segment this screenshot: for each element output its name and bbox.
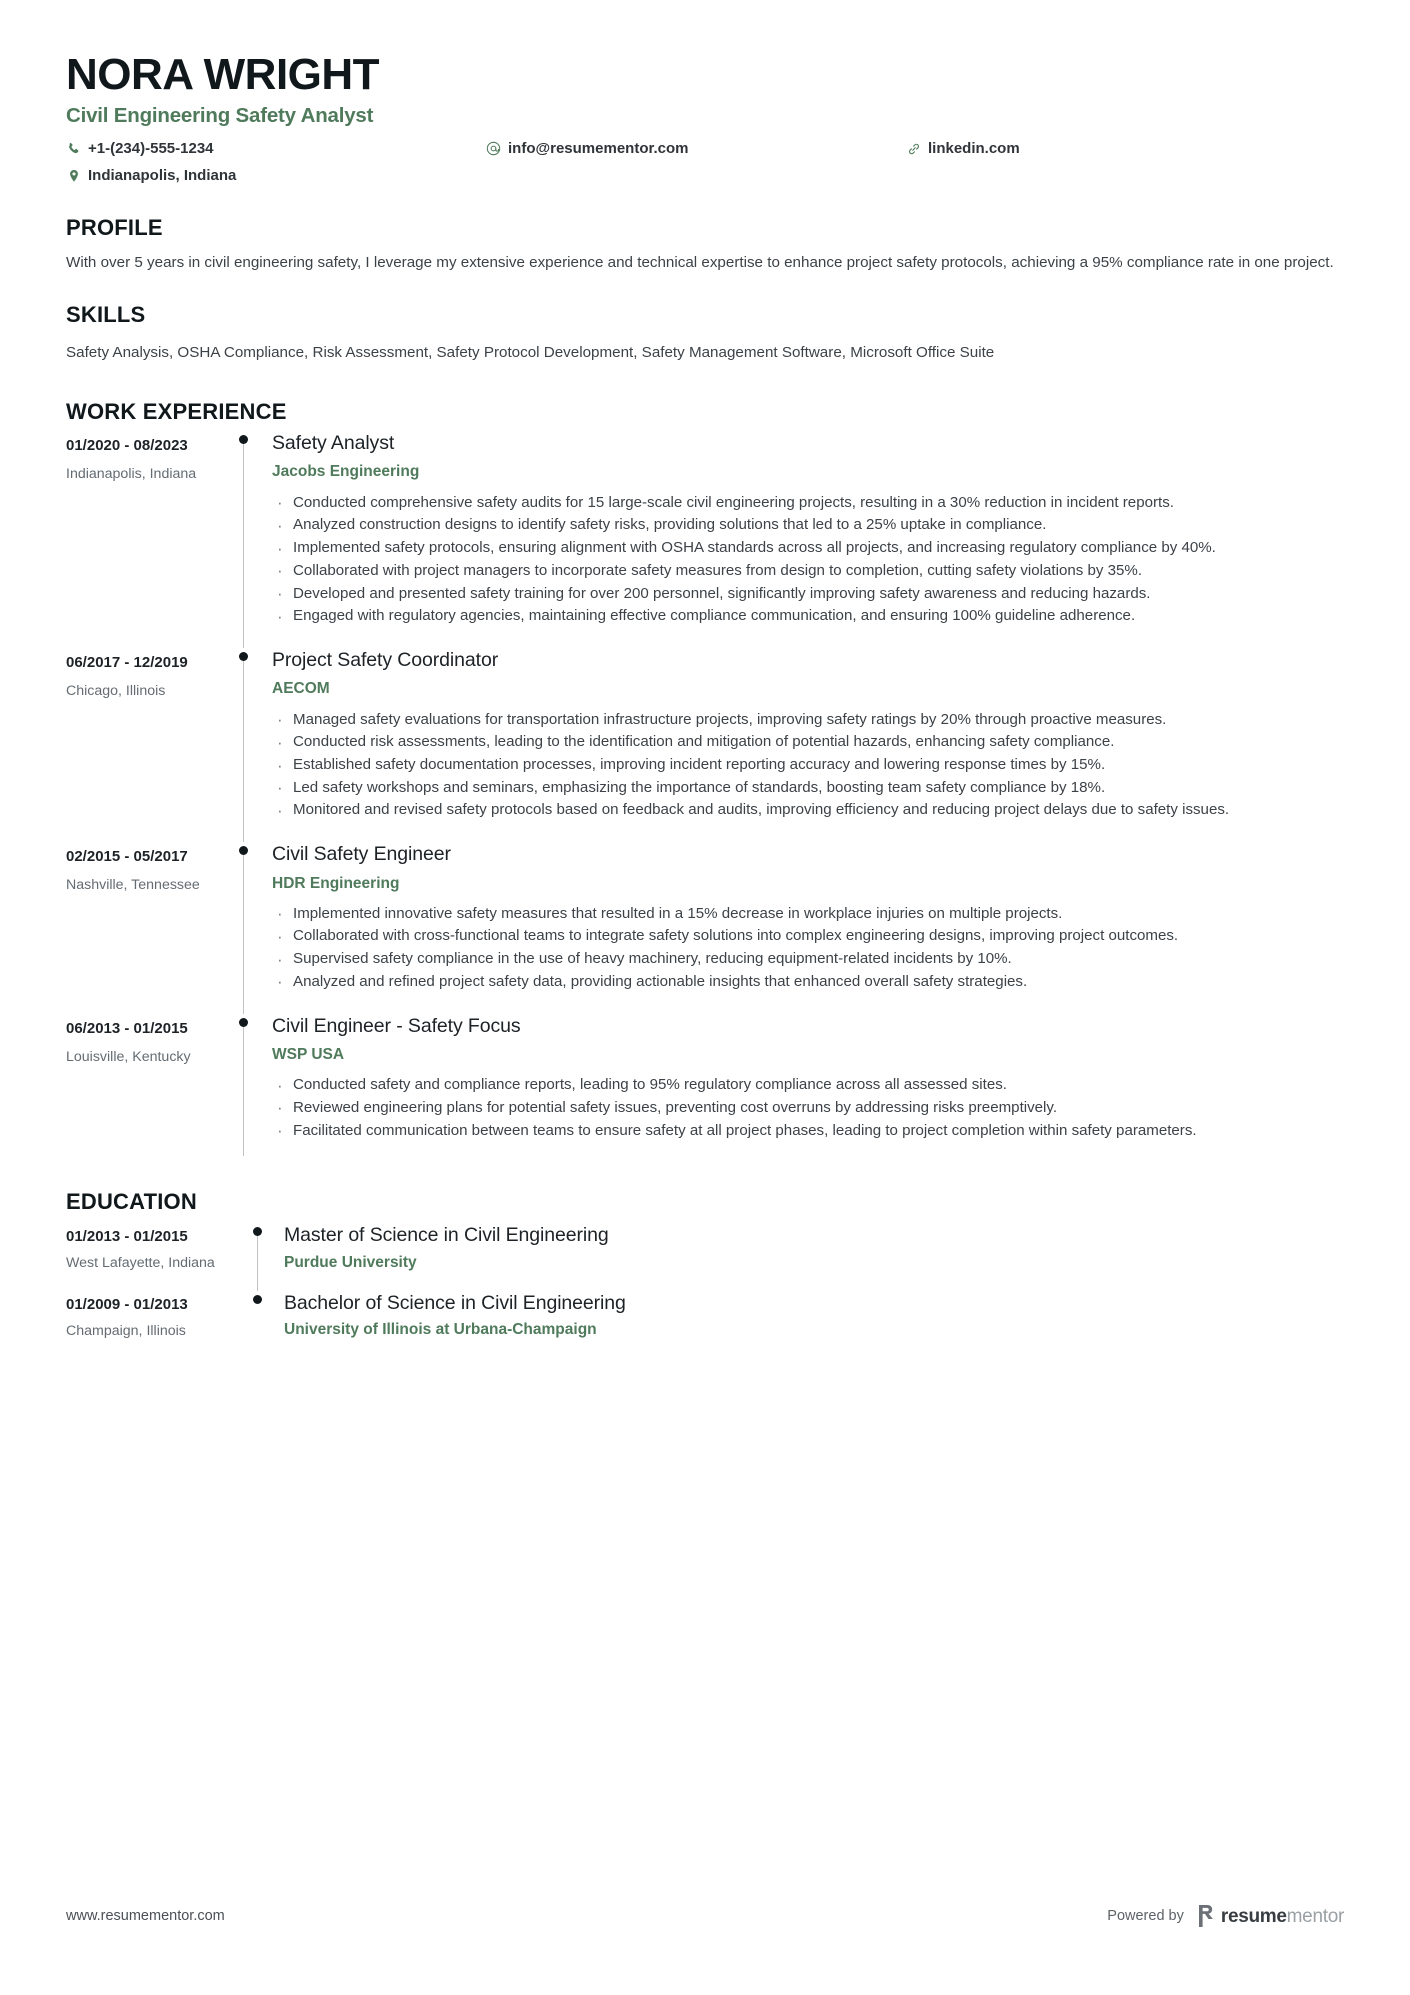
education-entry — [66, 1223, 1344, 1291]
footer-url[interactable]: www.resumementor.com — [66, 1908, 225, 1924]
timeline-dot-icon — [239, 652, 248, 661]
phone-icon — [66, 141, 81, 156]
experience-entry-meta — [66, 648, 230, 842]
email-icon — [486, 141, 501, 156]
timeline-dot-icon — [253, 1227, 262, 1236]
experience-entry — [66, 431, 1344, 648]
powered-by-label: Powered by — [1107, 1908, 1184, 1924]
contact-linkedin-value: linkedin.com — [928, 139, 1020, 157]
work-experience-list — [66, 431, 1344, 1162]
experience-entry-organization: WSP USA — [272, 1046, 345, 1064]
timeline-rail — [230, 1014, 272, 1163]
experience-bullet: · Engaged with regulatory agencies, maintaining effective compliance communication, and ensuring 100% guideline adherence. — [272, 605, 1344, 627]
education-entry-location: Champaign, Illinois — [66, 1322, 186, 1339]
experience-entry-role: Civil Engineer - Safety Focus — [272, 1014, 521, 1037]
experience-entry-organization: Jacobs Engineering — [272, 463, 420, 481]
experience-entry-meta — [66, 842, 230, 1013]
contact-linkedin[interactable] — [906, 138, 1344, 160]
candidate-name: NORA WRIGHT — [66, 50, 380, 99]
experience-entry-location: Nashville, Tennessee — [66, 877, 200, 894]
experience-entry — [66, 1014, 1344, 1163]
education-entry-institution: University of Illinois at Urbana-Champaign — [284, 1321, 597, 1339]
education-section-title: EDUCATION — [66, 1189, 197, 1215]
experience-entry-role: Civil Safety Engineer — [272, 843, 451, 866]
profile-section — [66, 215, 1344, 274]
experience-bullet: · Implemented safety protocols, ensuring alignment with OSHA standards across all projects, and increasing regulatory compliance by 40%. — [272, 537, 1344, 559]
experience-bullet: · Collaborated with cross-functional teams to integrate safety solutions into complex engineering designs, improving project outcomes. — [272, 925, 1344, 947]
experience-bullet-list — [272, 709, 1344, 822]
education-entry-dates: 01/2009 - 01/2013 — [66, 1295, 188, 1313]
education-entry-dates: 01/2013 - 01/2015 — [66, 1228, 188, 1246]
experience-bullet-list — [272, 903, 1344, 993]
timeline-dot-icon — [239, 435, 248, 444]
experience-bullet-list — [272, 492, 1344, 627]
logo-text-light: mentor — [1286, 1905, 1344, 1927]
timeline-rail — [244, 1291, 284, 1342]
logo-text-strong: resume — [1220, 1905, 1287, 1927]
experience-entry-organization: AECOM — [272, 680, 330, 698]
skills-section-title: SKILLS — [66, 301, 146, 327]
education-entry-degree: Bachelor of Science in Civil Engineering — [284, 1291, 626, 1314]
experience-bullet: · Facilitated communication between teams to ensure safety at all project phases, leading to project completion within safety parameters. — [272, 1120, 1344, 1142]
footer-brand — [1107, 1905, 1344, 1927]
experience-entry — [66, 648, 1344, 842]
education-entry-location: West Lafayette, Indiana — [66, 1255, 215, 1272]
resumementor-logo — [1197, 1905, 1344, 1927]
experience-bullet: · Collaborated with project managers to incorporate safety measures from design to completion, cutting safety violations by 35%. — [272, 560, 1344, 582]
experience-bullet: · Conducted safety and compliance reports, leading to 95% regulatory compliance across all assessed sites. — [272, 1074, 1344, 1096]
experience-bullet: · Conducted risk assessments, leading to the identification and mitigation of potential hazards, enhancing safety compliance. — [272, 731, 1344, 753]
experience-entry-body — [272, 1014, 1344, 1163]
experience-bullet: · Supervised safety compliance in the use of heavy machinery, reducing equipment-related incidents by 10%. — [272, 948, 1344, 970]
resumementor-logo-mark-icon — [1197, 1905, 1216, 1927]
education-section — [66, 1189, 1344, 1341]
contact-info — [66, 138, 1344, 187]
experience-bullet: · Analyzed and refined project safety data, providing actionable insights that enhanced overall safety strategies. — [272, 971, 1344, 993]
experience-bullet: · Conducted comprehensive safety audits for 15 large-scale civil engineering projects, resulting in a 30% reduction in incident reports. — [272, 492, 1344, 514]
experience-entry-dates: 02/2015 - 05/2017 — [66, 848, 188, 866]
experience-entry-role: Safety Analyst — [272, 432, 395, 455]
profile-section-title: PROFILE — [66, 215, 163, 241]
experience-bullet: · Managed safety evaluations for transportation infrastructure projects, improving safety ratings by 20% through proactive measures. — [272, 709, 1344, 731]
experience-entry-location: Chicago, Illinois — [66, 683, 166, 700]
timeline-dot-icon — [253, 1295, 262, 1304]
timeline-rail — [244, 1223, 284, 1291]
contact-phone-value: +1-(234)-555-1234 — [88, 139, 214, 157]
experience-entry-body — [272, 842, 1344, 1013]
skills-section — [66, 302, 1344, 364]
experience-entry-dates: 01/2020 - 08/2023 — [66, 437, 188, 455]
education-entry-body — [284, 1291, 1344, 1342]
experience-bullet: · Implemented innovative safety measures that resulted in a 15% decrease in workplace injuries on multiple projects. — [272, 903, 1344, 925]
experience-entry-meta — [66, 431, 230, 648]
experience-entry-role: Project Safety Coordinator — [272, 649, 499, 672]
link-icon — [906, 141, 921, 156]
experience-bullet: · Analyzed construction designs to identify safety risks, providing solutions that led to a 25% uptake in compliance. — [272, 514, 1344, 536]
experience-entry — [66, 842, 1344, 1013]
work-experience-section-title: WORK EXPERIENCE — [66, 399, 287, 425]
education-list — [66, 1223, 1344, 1341]
experience-entry-organization: HDR Engineering — [272, 874, 400, 892]
experience-entry-body — [272, 648, 1344, 842]
timeline-dot-icon — [239, 846, 248, 855]
profile-text: With over 5 years in civil engineering safety, I leverage my extensive experience and technical expertise to enhance project safety protocols, achieving a 95% compliance rate in one project. — [66, 254, 1334, 272]
contact-location — [66, 165, 486, 187]
timeline-dot-icon — [239, 1018, 248, 1027]
candidate-job-title: Civil Engineering Safety Analyst — [66, 104, 374, 128]
timeline-rail — [230, 842, 272, 1013]
experience-bullet: · Developed and presented safety training for over 200 personnel, significantly improving safety awareness and reducing hazards. — [272, 583, 1344, 605]
experience-entry-location: Indianapolis, Indiana — [66, 466, 197, 483]
experience-entry-dates: 06/2017 - 12/2019 — [66, 654, 188, 672]
experience-bullet: · Reviewed engineering plans for potential safety issues, preventing cost overruns by addressing risks preemptively. — [272, 1097, 1344, 1119]
education-entry-degree: Master of Science in Civil Engineering — [284, 1224, 609, 1247]
experience-bullet: · Monitored and revised safety protocols based on feedback and audits, improving efficiency and reducing project delays due to safety issues. — [272, 799, 1344, 821]
experience-bullet-list — [272, 1074, 1344, 1141]
experience-entry-dates: 06/2013 - 01/2015 — [66, 1019, 188, 1037]
resume-header — [66, 50, 1344, 186]
contact-phone[interactable] — [66, 138, 486, 160]
contact-email-value: info@resumementor.com — [508, 139, 689, 157]
education-entry-meta — [66, 1291, 244, 1342]
location-icon — [66, 168, 81, 183]
contact-location-value: Indianapolis, Indiana — [88, 166, 237, 184]
timeline-rail — [230, 648, 272, 842]
experience-bullet: · Established safety documentation processes, improving incident reporting accuracy and lowering response times by 15%. — [272, 754, 1344, 776]
experience-entry-location: Louisville, Kentucky — [66, 1048, 191, 1065]
work-experience-section — [66, 399, 1344, 1162]
education-entry-body — [284, 1223, 1344, 1291]
page-footer — [66, 1905, 1344, 1927]
experience-entry-meta — [66, 1014, 230, 1163]
experience-bullet: · Led safety workshops and seminars, emphasizing the importance of standards, boosting team safety compliance by 18%. — [272, 777, 1344, 799]
timeline-rail — [230, 431, 272, 648]
experience-entry-body — [272, 431, 1344, 648]
education-entry — [66, 1291, 1344, 1342]
contact-email[interactable] — [486, 138, 906, 160]
skills-text: Safety Analysis, OSHA Compliance, Risk Assessment, Safety Protocol Development, Safety Management Software, Microsoft Office Suite — [66, 343, 995, 361]
education-entry-meta — [66, 1223, 244, 1291]
education-entry-institution: Purdue University — [284, 1253, 417, 1271]
